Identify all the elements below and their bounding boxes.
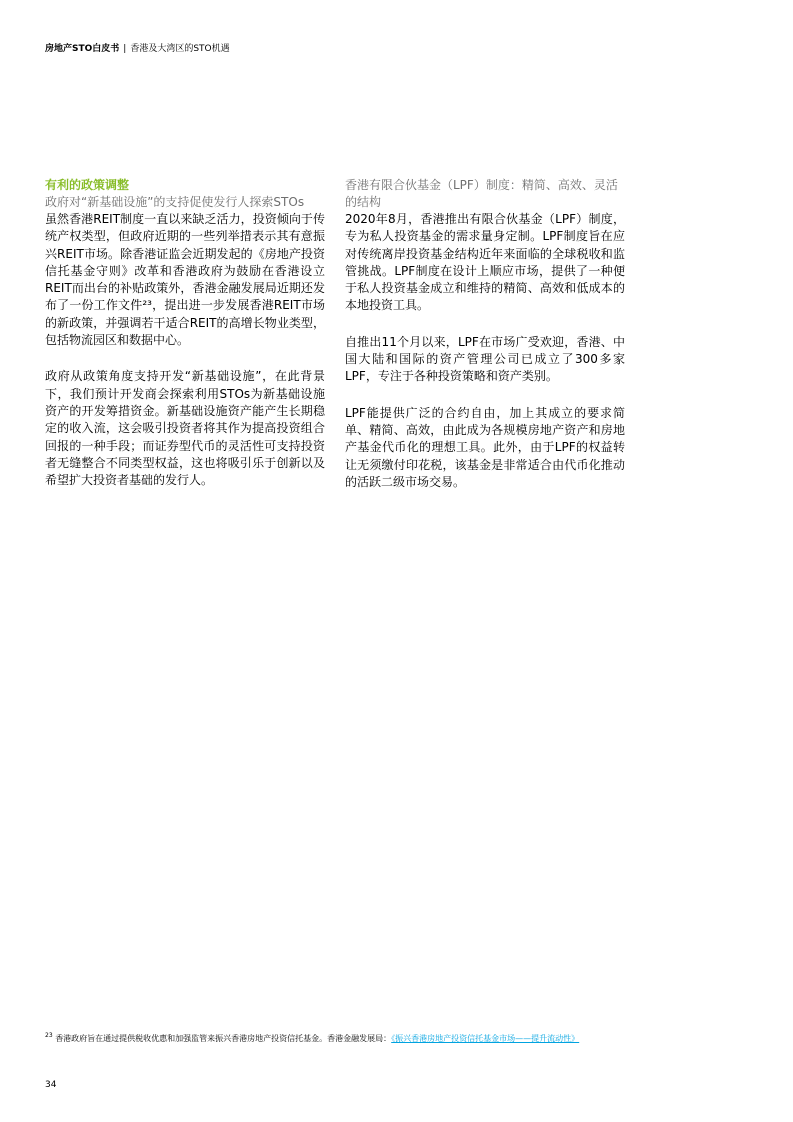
footnote-marker: 23	[45, 1032, 53, 1039]
footnote-link[interactable]: 《振兴香港房地产投资信托基金市场——提升流动性》	[391, 1034, 580, 1043]
right-paragraph-1: 2020年8月，香港推出有限合伙基金（LPF）制度，专为私人投资基金的需求量身定制。LPF制度旨在应对传统离岸投资基金结构近年来面临的全球税收和监管挑战。LPF制度在设计上顺应市场，提供了一种便于私人投资基金成立和维持的精简、高效和低成本的本地投资工具。	[345, 212, 625, 313]
section-subheading: 政府对“新基础设施”的支持促使发行人探索STOs	[45, 195, 305, 209]
section-heading: 有利的政策调整	[45, 178, 130, 192]
left-paragraph-2: 政府从政策角度支持开发“新基础设施”，在此背景下，我们预计开发商会探索利用STOs为新基础设施资产的开发筹措资金。新基础设施资产能产生长期稳定的收入流，这会吸引投资者将其作为提高投资组合回报的一种手段；而证券型代币的灵活性可支持投资者无缝整合不同类型权益，这也将吸引乐于创新以及希望扩大投资者基础的发行人。	[45, 369, 325, 488]
left-paragraph-1: 虽然香港REIT制度一直以来缺乏活力，投资倾向于传统产权类型，但政府近期的一些列举措表示其有意振兴REIT市场。除香港证监会近期发起的《房地产投资信托基金守则》改革和香港政府为鼓励在香港设立REIT而出台的补贴政策外，香港金融发展局近期还发布了一份工作文件²³，提出进一步发展香港REIT市场的新政策，并强调若干适合REIT的高增长物业类型，包括物流园区和数据中心。	[45, 212, 325, 348]
header-separator: |	[123, 44, 127, 54]
right-column	[345, 177, 625, 491]
right-paragraph-3: LPF能提供广泛的合约自由，加上其成立的要求简单、精简、高效，由此成为各规模房地产资产和房地产基金代币化的理想工具。此外，由于LPF的权益转让无须缴付印花税，该基金是非常适合由代币化推动的活跃二级市场交易。	[345, 405, 625, 489]
footnote	[45, 1033, 630, 1045]
header-title: 房地产STO白皮书	[45, 44, 120, 54]
left-column	[45, 177, 325, 489]
running-header	[45, 43, 230, 55]
page-number: 34	[45, 1080, 57, 1090]
lpf-subheading: 香港有限合伙基金（LPF）制度：精简、高效、灵活的结构	[345, 178, 618, 209]
footnote-text: 香港政府旨在通过提供税收优惠和加强监管来振兴香港房地产投资信托基金。香港金融发展局：	[55, 1034, 392, 1043]
right-paragraph-2: 自推出11个月以来，LPF在市场广受欢迎，香港、中国大陆和国际的资产管理公司已成立了300多家LPF，专注于各种投资策略和资产类别。	[345, 334, 625, 384]
header-subtitle: 香港及大湾区的STO机遇	[130, 44, 230, 54]
